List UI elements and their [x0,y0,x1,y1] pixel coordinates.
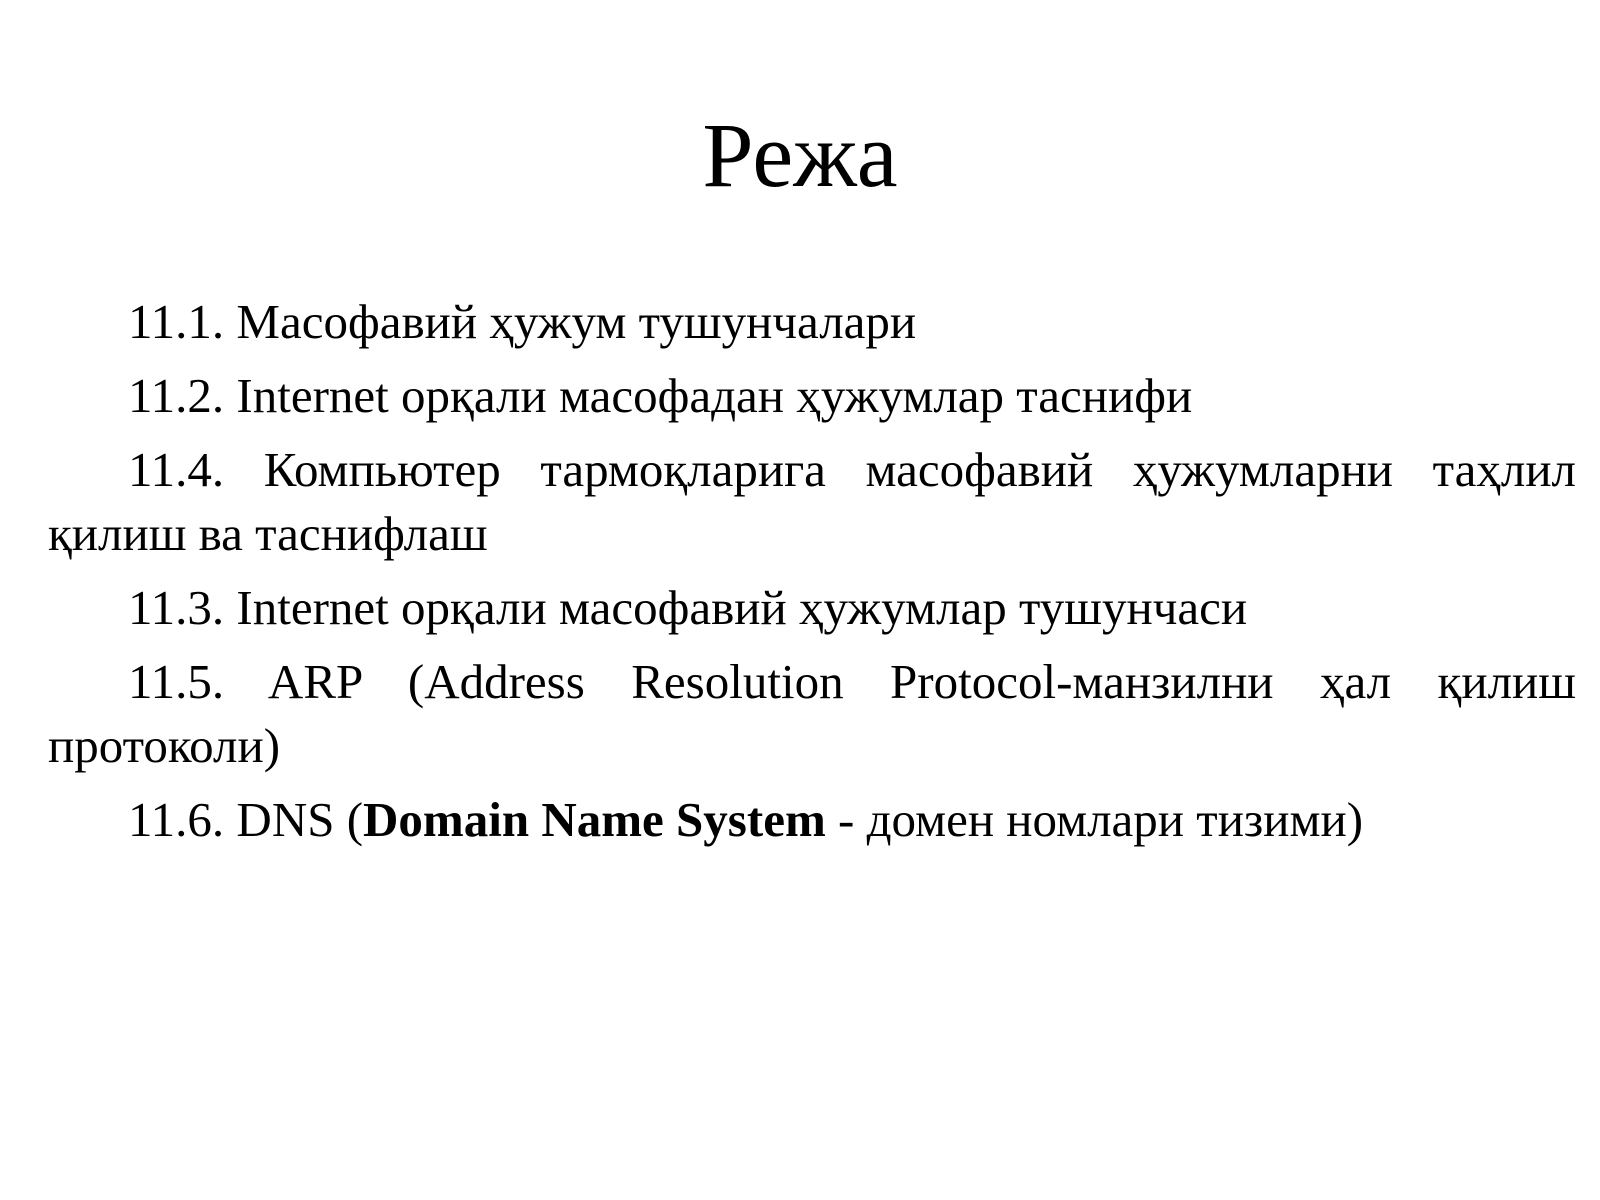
slide-title: Режа [702,104,898,206]
list-item [48,788,1576,852]
list-item: 11.5. ARP (Address Resolution Protocol-манзилни ҳал қилиш протоколи) [48,654,1576,773]
list-item: 11.3. Internet орқали масофавий ҳужумлар тушунчаси [128,580,1248,635]
list-item-prefix: 11.6. DNS ( [128,792,364,847]
list-item: 11.1. Масофавий ҳужум тушунчалари [128,294,917,349]
list-item: 11.4. Компьютер тармоқларига масофавий ҳужумларни таҳлил қилиш ва таснифлаш [48,442,1576,561]
list-item: 11.2. Internet орқали масофадан ҳужумлар таснифи [128,368,1193,423]
list-item-bold-term: Domain Name System [363,792,826,847]
list-item-suffix: - домен номлари тизими) [825,792,1364,847]
plan-list [48,290,1576,862]
